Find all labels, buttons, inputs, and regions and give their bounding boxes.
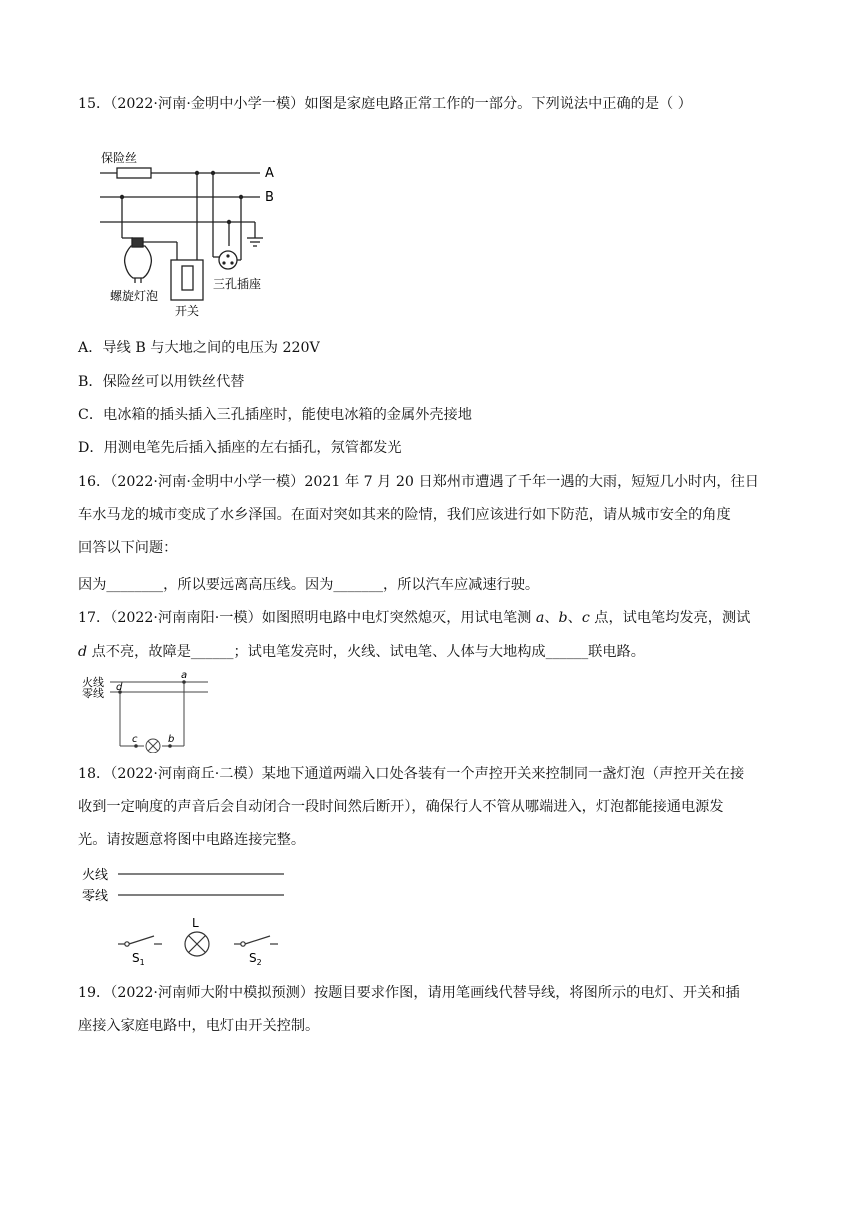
q15-option-a: A．导线 B 与大地之间的电压为 220V: [78, 340, 320, 356]
q16-line-3: 回答以下问题：: [78, 540, 178, 556]
q17-text: 点不亮，故障是______；试电笔发亮时，火线、试电笔、人体与大地构成______联电路。: [87, 644, 645, 660]
q17-sep: 、: [567, 610, 582, 626]
q16-line-1: 16．（2022·河南·金明中小学一模）2021 年 7 月 20 日郑州市遭遇了千年一遇的大雨，短短几小时内，往日: [78, 474, 759, 490]
q19-line-1: 19．（2022·河南师大附中模拟预测）按题目要求作图，请用笔画线代替导线，将图所示的电灯、开关和插: [78, 985, 740, 1001]
q17-line-2: [78, 642, 783, 662]
q15-option-c: C．电冰箱的插头插入三孔插座时，能使电冰箱的金属外壳接地: [78, 407, 472, 423]
point-d: d: [78, 644, 88, 660]
point-c-label: c: [132, 734, 138, 745]
q18-circuit-figure: [82, 862, 297, 967]
q17-text: 点，试电笔均发亮，测试: [589, 610, 751, 626]
point-b-label: b: [168, 734, 175, 745]
bulb-label: 螺旋灯泡: [110, 289, 159, 303]
q16-line-4: 因为________，所以要远离高压线。因为_______，所以汽车应减速行驶。: [78, 577, 540, 593]
point-d-label: d: [116, 682, 123, 693]
neutral-wire-label: 零线: [82, 687, 104, 700]
point-b: b: [558, 610, 568, 626]
point-a-label: a: [181, 670, 188, 681]
point-c: c: [581, 610, 590, 626]
live-wire-label: 火线: [82, 868, 109, 883]
q15-option-b: B．保险丝可以用铁丝代替: [78, 374, 245, 390]
q19-line-2: 座接入家庭电路中，电灯由开关控制。: [78, 1018, 320, 1034]
q18-line-2: 收到一定响度的声音后会自动闭合一段时间然后断开），确保行人不管从哪端进入，灯泡都能接通电源发: [78, 799, 724, 815]
q17-line-1: [78, 608, 783, 628]
q15-option-d: D．用测电笔先后插入插座的左右插孔，氖管都发光: [78, 440, 402, 456]
q15-household-circuit-figure: [95, 150, 285, 320]
neutral-wire-label: 零线: [82, 889, 109, 904]
q17-lighting-circuit-figure: [82, 668, 212, 753]
lamp-label: L: [192, 916, 199, 930]
q18-line-3: 光。请按题意将图中电路连接完整。: [78, 832, 306, 848]
socket-label: 三孔插座: [213, 277, 262, 291]
wire-a-label: A: [265, 166, 274, 181]
wire-b-label: B: [265, 190, 274, 205]
q16-line-2: 车水马龙的城市变成了水乡泽国。在面对突如其来的险情，我们应该进行如下防范，请从城市安全的角度: [78, 507, 731, 523]
live-wire-label: 火线: [82, 676, 104, 689]
q17-sep: 、: [544, 610, 559, 626]
point-a: a: [535, 610, 545, 626]
fuse-label: 保险丝: [101, 151, 138, 165]
switch-s2-label: $S_2$: [249, 951, 262, 967]
switch-s1-label: $S_1$: [132, 951, 145, 967]
q17-text: 17．（2022·河南南阳·一模）如图照明电路中电灯突然熄灭，用试电笔测: [78, 610, 536, 626]
q18-line-1: 18．（2022·河南商丘·二模）某地下通道两端入口处各装有一个声控开关来控制同一盏灯泡（声控开关在接: [78, 766, 745, 782]
switch-label: 开关: [175, 304, 200, 318]
q15-stem: 15．（2022·河南·金明中小学一模）如图是家庭电路正常工作的一部分。下列说法中正确的是（ ）: [78, 96, 692, 112]
